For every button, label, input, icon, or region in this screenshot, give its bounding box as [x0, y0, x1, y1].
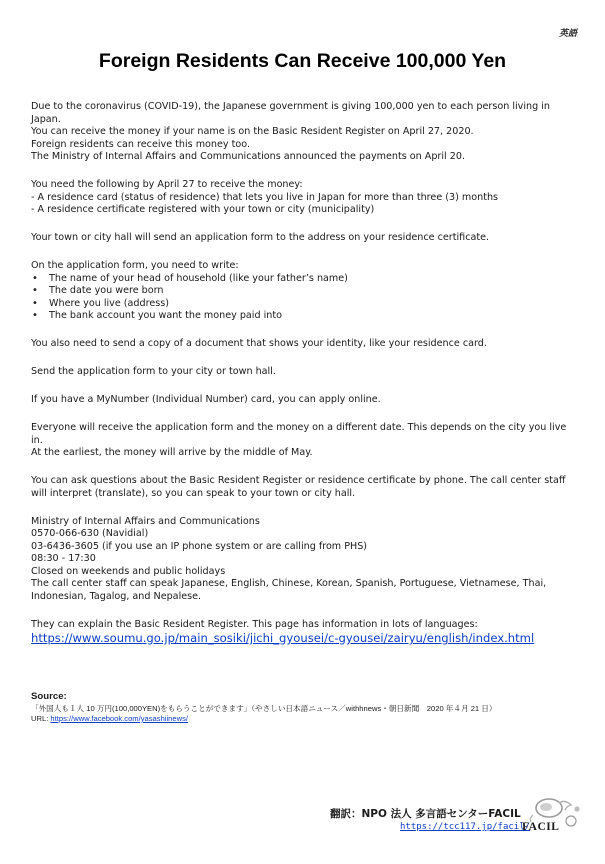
facil-logo-text: FACIL — [522, 821, 560, 833]
languages-page-link[interactable]: https://www.soumu.go.jp/main_sosiki/jichi_gyousei/c-gyousei/zairyu/english/index.html — [31, 631, 535, 645]
form-heading: On the application form, you need to write: — [31, 260, 239, 271]
intro-line: You can receive the money if your name is on the Basic Resident Register on April 27, 2020. — [31, 126, 474, 137]
contact-section — [31, 516, 579, 604]
source-label: Source: — [31, 691, 67, 702]
translation-credit: 翻訳：NPO 法人 多言語センターFACIL — [330, 808, 521, 820]
form-bullet-item: • The bank account you want the money paid into — [31, 310, 579, 323]
intro-line: The Ministry of Internal Affairs and Communications announced the payments on April 20. — [31, 151, 466, 162]
contact-name: Ministry of Internal Affairs and Communications — [31, 515, 260, 527]
page-title: Foreign Residents Can Receive 100,000 Yen — [98, 50, 507, 72]
requirements-heading: You need the following by April 27 to receive the money: — [31, 179, 303, 190]
requirements-section — [31, 179, 579, 217]
source-url-link[interactable]: https://www.facebook.com/yasashiinews/ — [50, 714, 189, 723]
requirement-item: - A residence certificate registered with your town or city (municipality) — [31, 204, 375, 215]
intro-line: Foreign residents can receive this money too. — [31, 138, 251, 150]
source-citation: 「外国人も１人 10 万円(100,000YEN)をもらうことができます」（やさしい日本語ニュース／withhnews・朝日新聞 2020 年４月 21 日） — [31, 704, 497, 713]
contact-phone-ip: 03-6436-3605 (if you use an IP phone system or are calling from PHS) — [31, 540, 368, 552]
language-tag: 英語 — [558, 29, 577, 39]
contact-closed: Closed on weekends and public holidays — [31, 565, 226, 577]
timing-line: Everyone will receive the application form and the money on a different date. This depends on the city you live in. — [31, 422, 567, 446]
form-bullet-list — [31, 273, 579, 323]
intro-section — [31, 101, 579, 164]
form-bullet-item: • The name of your head of household (like your father’s name) — [31, 273, 579, 286]
contact-hours: 08:30 - 17:30 — [31, 553, 96, 564]
form-bullet-item: • Where you live (address) — [31, 298, 579, 311]
timing-line: At the earliest, the money will arrive by the middle of May. — [31, 447, 313, 458]
languages-page-section — [31, 619, 579, 647]
languages-page-text: They can explain the Basic Resident Register. This page has information in lots of languages: — [31, 618, 478, 630]
facil-url-link[interactable]: https://tcc117.jp/facil/ — [400, 822, 531, 832]
send-form-note: Send the application form to your city or town hall. — [31, 366, 276, 377]
requirement-item: - A residence card (status of residence) that lets you live in Japan for more than three (3) months — [31, 191, 499, 203]
application-form-notice: Your town or city hall will send an application form to the address on your residence certificate. — [31, 232, 490, 243]
form-section — [31, 260, 579, 323]
mynumber-note: If you have a MyNumber (Individual Number) card, you can apply online. — [31, 394, 381, 405]
source-url-label: URL: — [31, 714, 51, 723]
intro-line: Due to the coronavirus (COVID-19), the Japanese government is giving 100,000 yen to each person living in Japan. — [31, 101, 550, 125]
source-section — [31, 691, 579, 724]
form-bullet-item: • The date you were born — [31, 285, 579, 298]
timing-section — [31, 422, 579, 460]
contact-languages: The call center staff can speak Japanese, English, Chinese, Korean, Spanish, Portuguese, Vietnamese, Thai, Indonesian, Tagalog, and Nepalese. — [31, 578, 547, 602]
questions-note: You can ask questions about the Basic Resident Register or residence certificate by phone. The call center staff will interpret (translate), so you can speak to your town or city hall. — [31, 475, 566, 499]
identity-copy-note: You also need to send a copy of a document that shows your identity, like your residence card. — [31, 338, 487, 349]
source-url-line — [31, 714, 579, 724]
article-body — [31, 101, 579, 646]
contact-phone-navidial: 0570-066-630 (Navidial) — [31, 528, 149, 539]
